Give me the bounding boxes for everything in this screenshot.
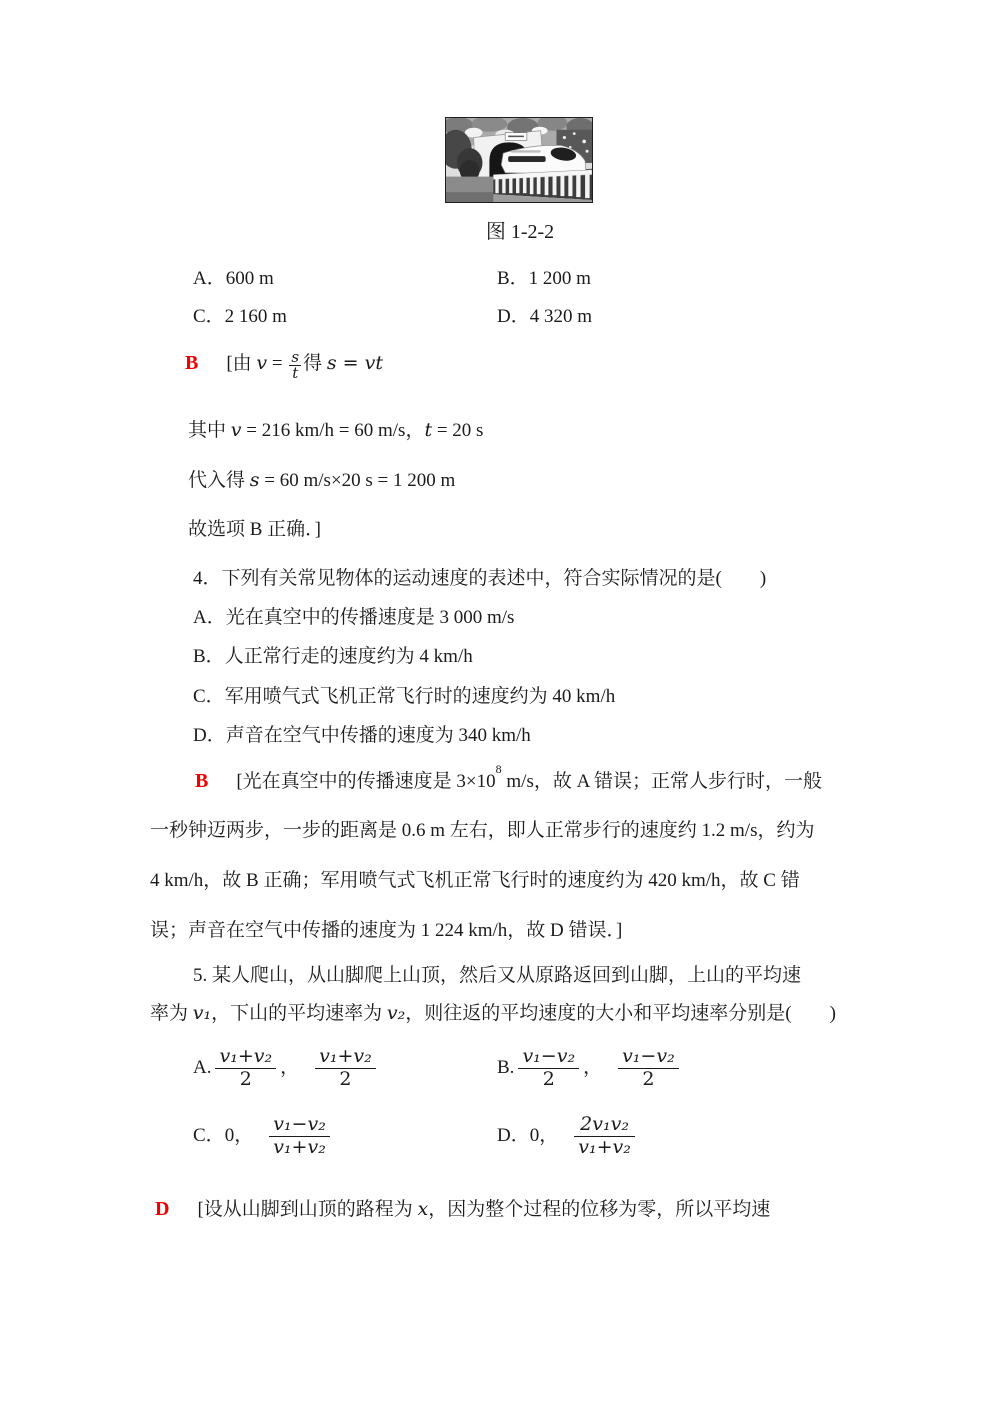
- fraction-numerator: 2v₁v₂: [574, 1115, 635, 1137]
- q4-answer-line2: 一秒钟迈两步，一步的距离是 0.6 m 左右，即人正常步行的速度约 1.2 m/s，约为: [150, 820, 815, 841]
- q5-stem-l2b: ，下山的平均速率为: [211, 1003, 387, 1024]
- q4-expl-l1a: [光在真空中的传播速度是 3×10: [236, 771, 496, 792]
- q5-option-b: [497, 1042, 683, 1094]
- train-tunnel-photo-illustration: [446, 118, 592, 202]
- q5-option-c: [193, 1110, 334, 1162]
- q5-stem-line2: [150, 1000, 836, 1027]
- q4-option-d: D．声音在空气中传播的速度为 340 km/h: [193, 725, 531, 746]
- power-superscript: 8: [495, 762, 502, 777]
- fraction-denominator: v₁+v₂: [273, 1135, 326, 1158]
- var-t: t: [424, 419, 433, 441]
- fraction-denominator: 2: [239, 1067, 252, 1090]
- var-v2: v₂: [386, 1002, 406, 1024]
- figure-caption: 图 1-2-2: [485, 221, 555, 243]
- q5-expl-l1b: ，因为整个过程的位移为零，所以平均速: [428, 1199, 771, 1220]
- fraction-v1-minus-v2-over-v1-plus-v2: [269, 1112, 330, 1158]
- q4-option-c: C．军用喷气式飞机正常飞行时的速度约为 40 km/h: [193, 686, 616, 707]
- q4-answer-letter: B: [195, 770, 209, 792]
- formula-s-equals-vt: s = vt: [326, 352, 383, 374]
- q5-option-c-label: C．: [193, 1125, 225, 1146]
- q3-expl-l2b: = 216 km/h = 60 m/s，: [241, 420, 425, 441]
- fraction-numerator: v₁+v₂: [315, 1047, 376, 1069]
- var-v: v: [230, 419, 242, 441]
- q3-option-b: B．1 200 m: [497, 268, 591, 289]
- fraction-denominator: 2: [642, 1067, 655, 1090]
- fraction-denominator: 2: [339, 1067, 352, 1090]
- q3-option-c: C．2 160 m: [193, 306, 287, 327]
- fraction-2v1v2-over-v1-plus-v2: [574, 1112, 635, 1158]
- q5-answer-line1: [155, 1196, 770, 1223]
- q3-answer-letter: B: [185, 352, 199, 374]
- q3-expl-l2a: 其中: [188, 420, 231, 441]
- q4-stem: 4．下列有关常见物体的运动速度的表述中，符合实际情况的是( ): [193, 568, 767, 589]
- zero-value: 0，: [529, 1125, 559, 1146]
- q3-option-d: D．4 320 m: [497, 306, 593, 327]
- fraction-denominator: v₁+v₂: [578, 1135, 631, 1158]
- q3-expl-bracket: [由: [226, 353, 257, 374]
- fraction-v1-plus-v2-over-2: [315, 1044, 376, 1090]
- fraction-denominator: t: [292, 364, 299, 382]
- q5-option-d: [497, 1110, 639, 1162]
- q3-expl-de: 得: [303, 353, 327, 374]
- q3-answer-line1: [185, 350, 383, 381]
- q5-expl-l1a: [设从山脚到山顶的路程为: [197, 1199, 418, 1220]
- zero-value: 0，: [224, 1125, 254, 1146]
- comma: ，: [280, 1057, 300, 1078]
- q3-expl-l3b: = 60 m/s×20 s = 1 200 m: [259, 470, 456, 491]
- fraction-numerator: v₁+v₂: [215, 1047, 276, 1069]
- fraction-numerator: v₁−v₂: [518, 1047, 579, 1069]
- q4-answer-line1: [195, 762, 823, 795]
- var-s: s: [249, 469, 260, 491]
- q3-option-a: A．600 m: [193, 268, 274, 289]
- fraction-denominator: 2: [542, 1067, 555, 1090]
- q4-answer-line4: 误；声音在空气中传播的速度为 1 224 km/h，故 D 错误．]: [150, 920, 623, 941]
- figure-train-photo: [445, 117, 593, 203]
- q5-stem-l2a: 率为: [150, 1003, 193, 1024]
- fraction-v1-minus-v2-over-2: [618, 1044, 679, 1090]
- q3-expl-l3a: 代入得: [188, 470, 250, 491]
- equals-sign: =: [267, 353, 288, 374]
- q4-answer-line3: 4 km/h，故 B 正确；军用喷气式飞机正常飞行时的速度约为 420 km/h，故 C 错: [150, 870, 800, 891]
- var-v: v: [256, 352, 268, 374]
- q3-answer-line3: [188, 467, 455, 494]
- fraction-v1-plus-v2-over-2: [215, 1044, 276, 1090]
- q5-answer-letter: D: [155, 1198, 170, 1220]
- q4-option-a: A．光在真空中的传播速度是 3 000 m/s: [193, 607, 515, 628]
- q4-option-b: B．人正常行走的速度约为 4 km/h: [193, 646, 473, 667]
- fraction-numerator: v₁−v₂: [269, 1115, 330, 1137]
- fraction-numerator: s: [291, 348, 300, 366]
- fraction-v1-minus-v2-over-2: [518, 1044, 579, 1090]
- q4-expl-l1b: m/s，故 A 错误；正常人步行时，一般: [501, 771, 823, 792]
- q5-stem-l2c: ，则往返的平均速度的大小和平均速率分别是( ): [405, 1003, 836, 1024]
- q3-answer-line2: [188, 417, 483, 444]
- q5-option-d-label: D．: [497, 1125, 530, 1146]
- q5-option-b-label: B.: [497, 1057, 515, 1078]
- q5-stem-line1: 5. 某人爬山，从山脚爬上山顶，然后又从原路返回到山脚，上山的平均速: [193, 965, 802, 986]
- q5-option-a-label: A.: [193, 1057, 212, 1078]
- q5-option-a: [193, 1042, 380, 1094]
- fraction-s-over-t: [289, 350, 301, 381]
- var-x: x: [417, 1198, 429, 1220]
- q3-expl-l2c: = 20 s: [432, 420, 484, 441]
- fraction-numerator: v₁−v₂: [618, 1047, 679, 1069]
- comma: ，: [583, 1057, 603, 1078]
- var-v1: v₁: [192, 1002, 212, 1024]
- q3-answer-line4: 故选项 B 正确．]: [188, 519, 322, 540]
